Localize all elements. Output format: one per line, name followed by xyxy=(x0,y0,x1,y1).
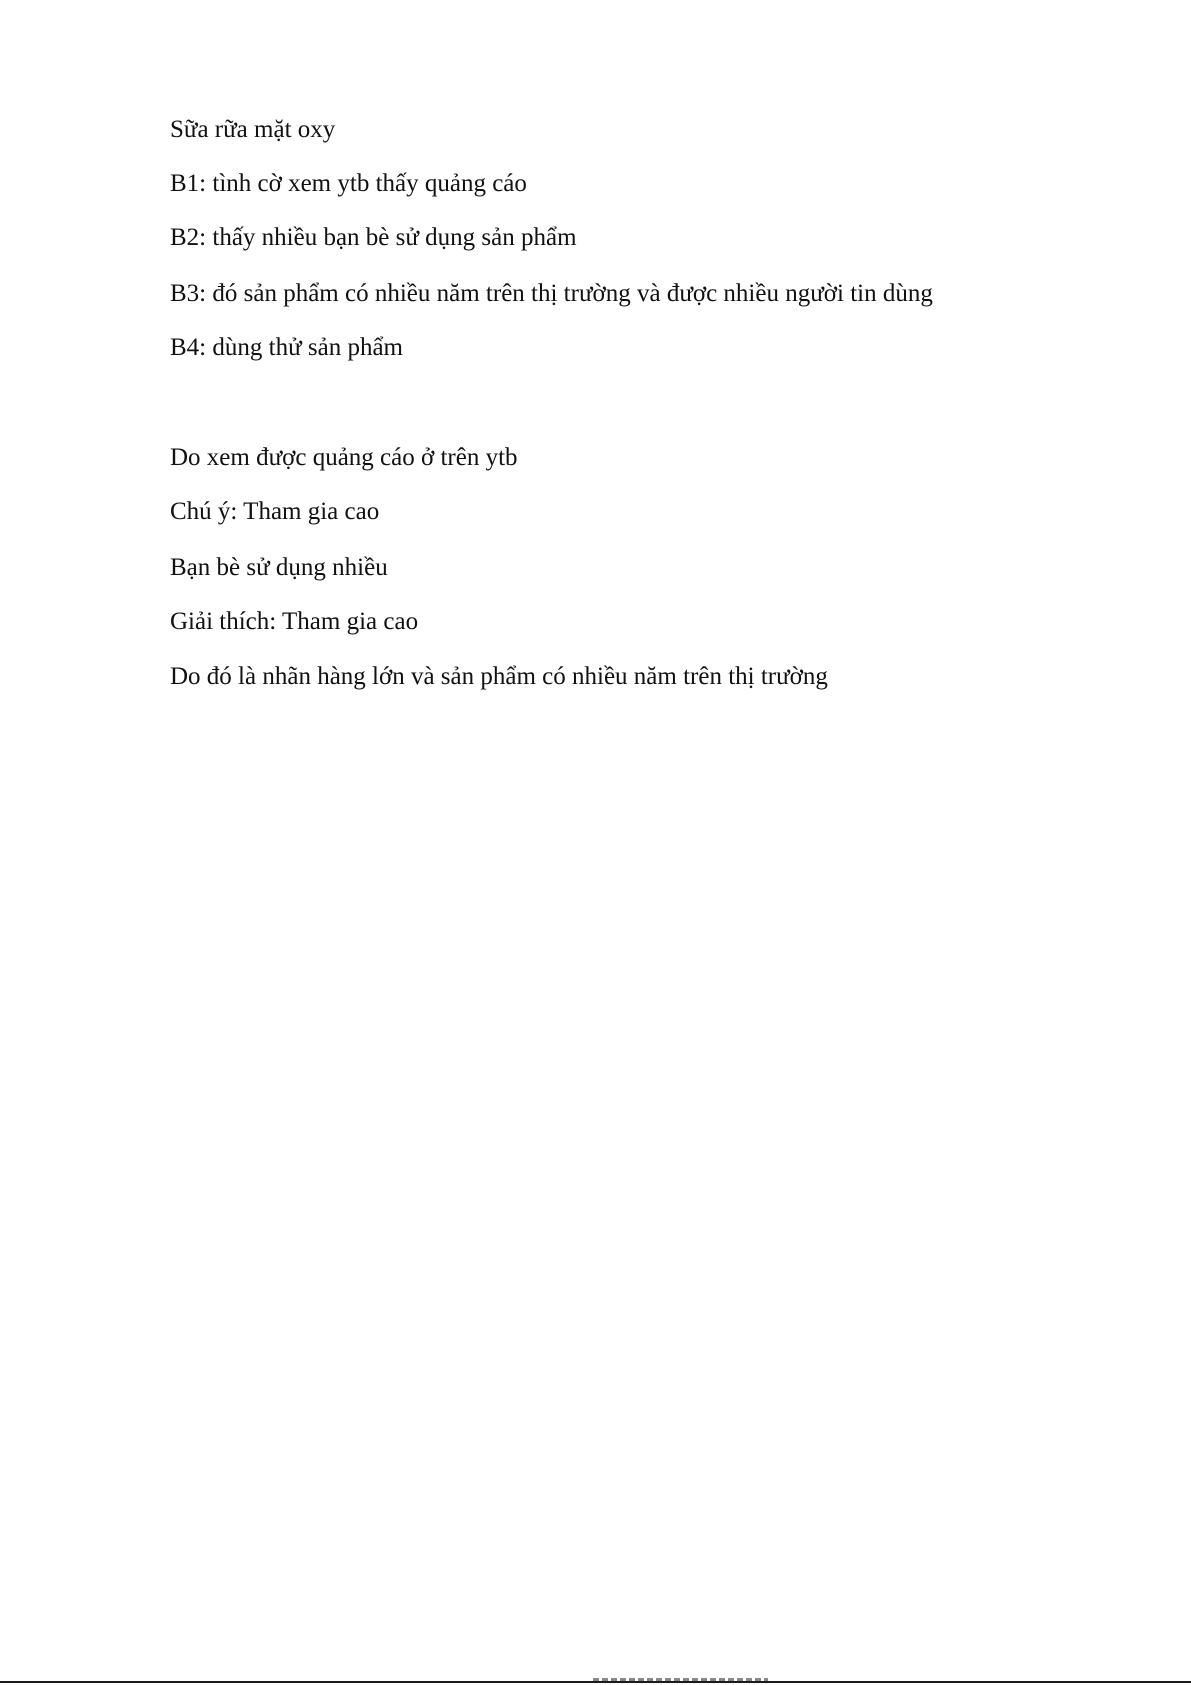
page-bottom-rule xyxy=(0,1681,1191,1683)
step-line-3: B3: đó sản phẩm có nhiều năm trên thị trường và được nhiều người tin dùng xyxy=(170,280,933,307)
note-line-5: Do đó là nhãn hàng lớn và sản phẩm có nhiều năm trên thị trường xyxy=(170,663,828,690)
note-line-1: Do xem được quảng cáo ở trên ytb xyxy=(170,444,518,471)
note-line-2: Chú ý: Tham gia cao xyxy=(170,498,380,525)
step-line-4: B4: dùng thử sản phẩm xyxy=(170,334,403,361)
note-line-4: Giải thích: Tham gia cao xyxy=(170,608,419,635)
step-line-2: B2: thấy nhiều bạn bè sử dụng sản phẩm xyxy=(170,224,577,251)
step-line-1: B1: tình cờ xem ytb thấy quảng cáo xyxy=(170,170,527,197)
note-line-3: Bạn bè sử dụng nhiều xyxy=(170,554,388,581)
document-title: Sữa rữa mặt oxy xyxy=(170,116,336,143)
page-bottom-mark xyxy=(593,1678,768,1681)
